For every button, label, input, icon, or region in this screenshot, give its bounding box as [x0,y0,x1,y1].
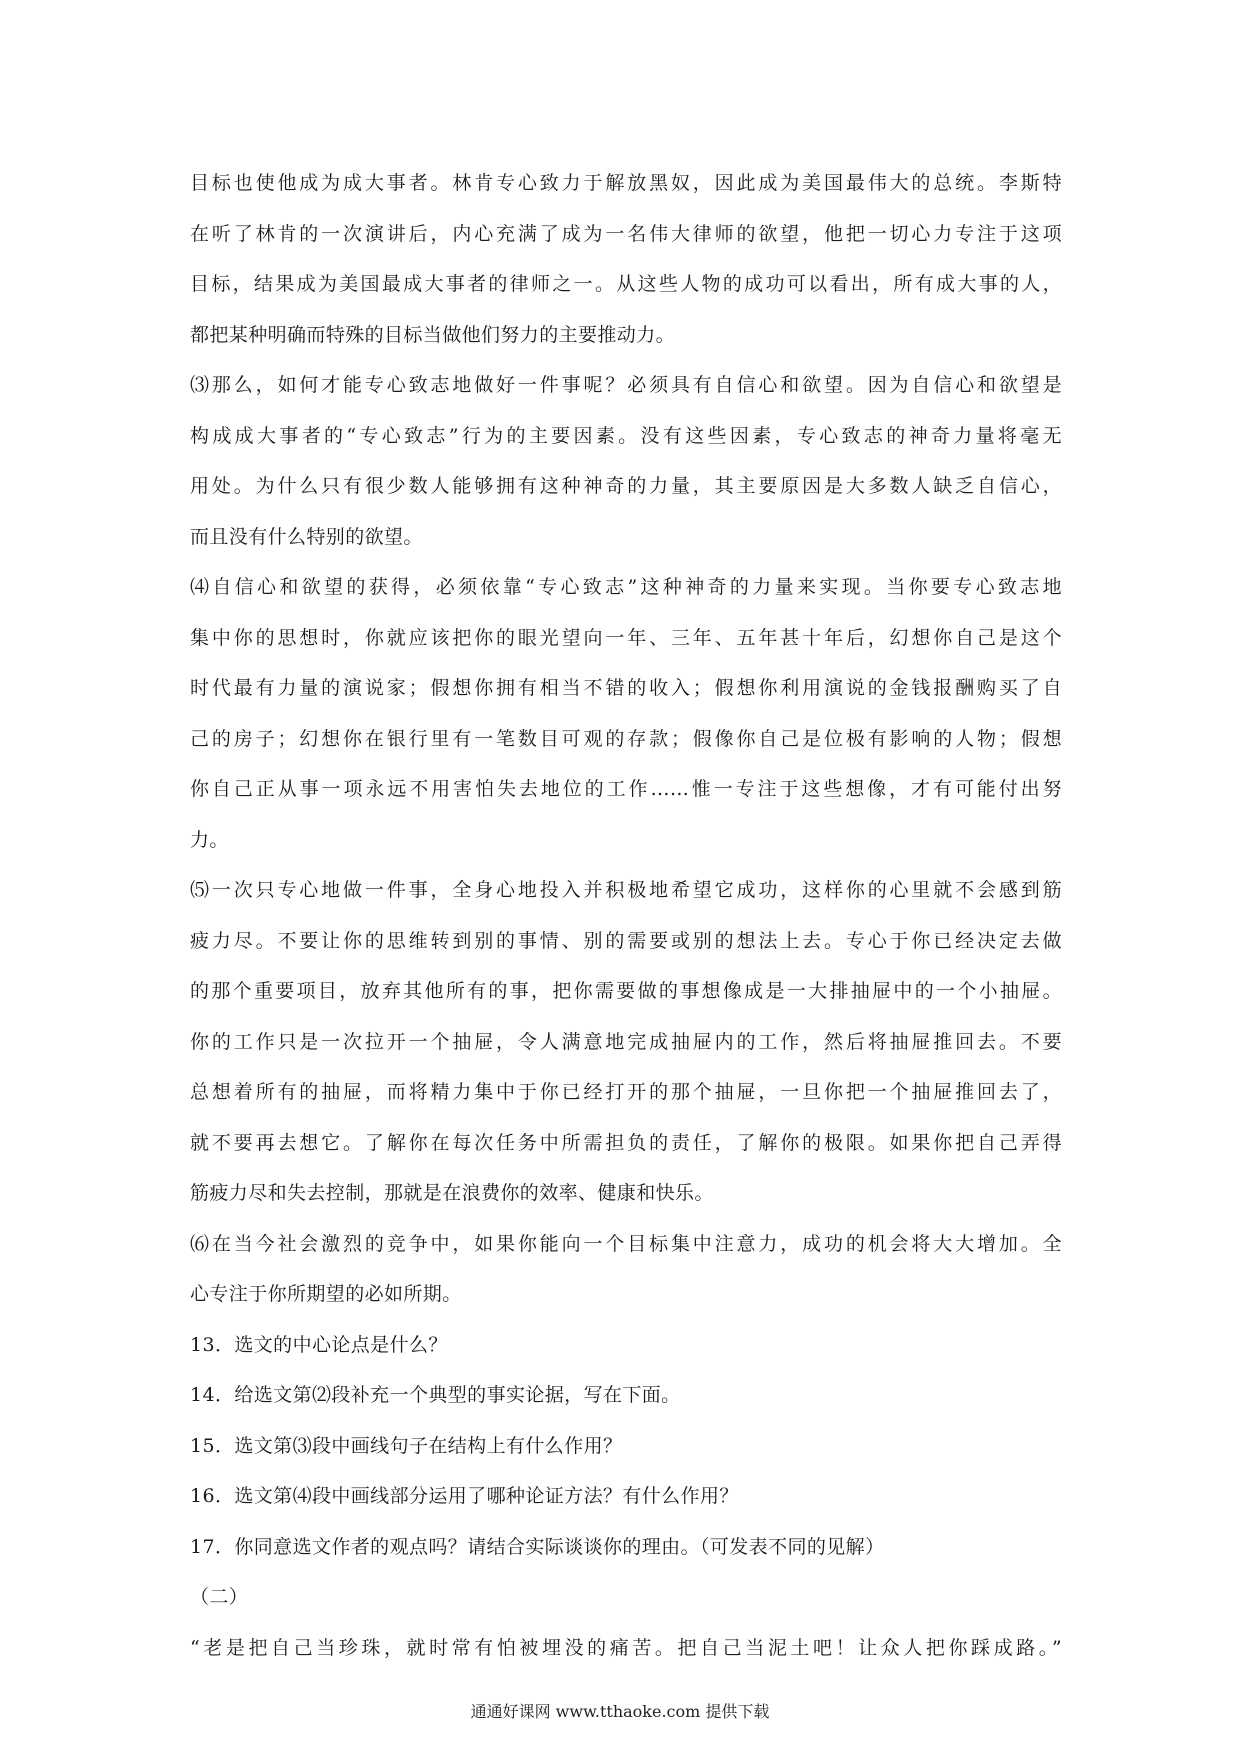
text-line: 时代最有力量的演说家；假想你拥有相当不错的收入；假想你利用演说的金钱报酬购买了自 [190,677,1062,699]
text-line: 用处。为什么只有很少数人能够拥有这种神奇的力量，其主要原因是大多数人缺乏自信心， [190,475,1062,497]
text-line: 都把某种明确而特殊的目标当做他们努力的主要推动力。 [190,323,676,346]
text-line: “老是把自己当珍珠，就时常有怕被埋没的痛苦。把自己当泥土吧！让众人把你踩成路。” [190,1636,1062,1659]
text-line: 的那个重要项目，放弃其他所有的事，把你需要做的事想像成是一大排抽屉中的一个小抽屉。 [190,980,1062,1002]
text-line: 16．选文第⑷段中画线部分运用了哪种论证方法？有什么作用？ [190,1485,739,1507]
text-line: ⑷自信心和欲望的获得，必须依靠“专心致志”这种神奇的力量来实现。当你要专心致志地 [190,576,1062,598]
text-line: 14．给选文第⑵段补充一个典型的事实论据，写在下面。 [190,1384,681,1406]
text-line: ⑹在当今社会激烈的竞争中，如果你能向一个目标集中注意力，成功的机会将大大增加。全 [190,1232,1062,1255]
text-line: 你的工作只是一次拉开一个抽屉，令人满意地完成抽屉内的工作，然后将抽屉推回去。不要 [190,1030,1062,1053]
text-line: （二） [190,1586,249,1608]
text-line: 目标也使他成为成大事者。林肯专心致力于解放黑奴，因此成为美国最伟大的总统。李斯特 [190,172,1062,194]
text-line: 心专注于你所期望的必如所期。 [190,1283,462,1305]
text-line: 17．你同意选文作者的观点吗？请结合实际谈谈你的理由。（可发表不同的见解） [190,1535,885,1558]
text-line: ⑶那么，如何才能专心致志地做好一件事呢？必须具有自信心和欲望。因为自信心和欲望是 [190,374,1062,396]
text-line: ⑸一次只专心地做一件事，全身心地投入并积极地希望它成功，这样你的心里就不会感到筋 [190,879,1062,901]
text-line: 总想着所有的抽屉，而将精力集中于你已经打开的那个抽屉，一旦你把一个抽屉推回去了， [190,1081,1062,1103]
text-line: 力。 [190,828,229,851]
text-line: 你自己正从事一项永远不用害怕失去地位的工作……惟一专注于这些想像，才有可能付出努 [190,778,1062,800]
text-line: 疲力尽。不要让你的思维转到别的事情、别的需要或别的想法上去。专心于你已经决定去做 [190,929,1062,952]
text-line: 15．选文第⑶段中画线句子在结构上有什么作用？ [190,1434,623,1457]
text-line: 集中你的思想时，你就应该把你的眼光望向一年、三年、五年甚十年后，幻想你自己是这个 [190,626,1062,649]
text-line: 目标，结果成为美国最成大事者的律师之一。从这些人物的成功可以看出，所有成大事的人， [190,273,1062,295]
text-line: 构成成大事者的“专心致志”行为的主要因素。没有这些因素，专心致志的神奇力量将毫无 [190,424,1062,447]
text-line: 就不要再去想它。了解你在每次任务中所需担负的责任，了解你的极限。如果你把自己弄得 [190,1131,1062,1154]
text-line: 13．选文的中心论点是什么？ [190,1333,448,1356]
document-body [190,158,1062,1673]
text-line: 在听了林肯的一次演讲后，内心充满了成为一名伟大律师的欲望，他把一切心力专注于这项 [190,222,1062,245]
text-line: 而且没有什么特别的欲望。 [190,525,423,548]
text-line: 己的房子；幻想你在银行里有一笔数目可观的存款；假像你自己是位极有影响的人物；假想 [190,727,1062,750]
page-footer: 通通好课网 www.tthaoke.com 提供下载 [470,1702,770,1721]
text-line: 筋疲力尽和失去控制，那就是在浪费你的效率、健康和快乐。 [190,1182,714,1204]
